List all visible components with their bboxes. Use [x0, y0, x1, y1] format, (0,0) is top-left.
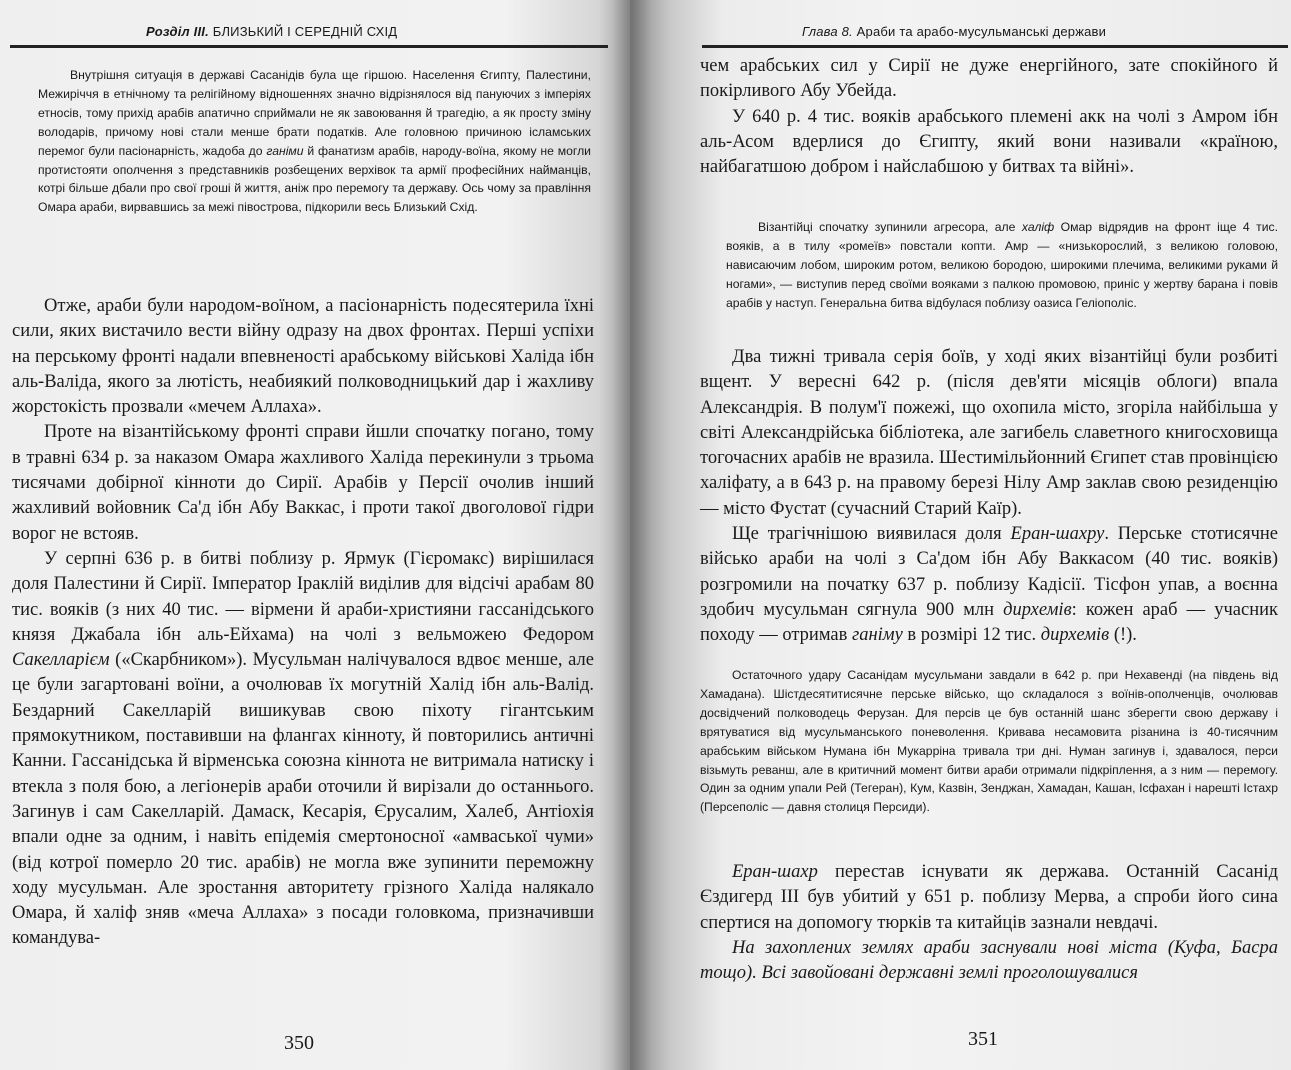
left-paragraph-2: Проте на візантійському фронті справи йшли спочатку погано, тому в травні 634 р. за наказом Омара жахливого Халіда перекинули з трьома тисячами добірної кінноти до Сирії. Арабів у Персії очолив інший жахливий войовник Са'д ібн Абу Ваккас, і проти такої двоголової гідри ворог не встояв.: [12, 422, 594, 544]
italic-term: ганіму: [851, 625, 903, 646]
header-rule: [702, 45, 1288, 48]
italic-term: Еран-шахр: [732, 862, 818, 882]
right-main-text-bottom: [700, 860, 1278, 986]
left-page: [0, 0, 630, 1070]
book-spine-shadow: [612, 0, 652, 1070]
left-main-text: [12, 294, 594, 952]
running-head-chapter: Глава 8.: [802, 24, 853, 39]
right-note-2: Остаточного удару Сасанідам мусульмани завдали в 642 р. при Нехавенді (на південь від Хамадана). Шістдесятитисячне перське військо, що складалося з воїнів-ополченців, очолював досвідчений полководець Ферузан. Для персів це був останній шанс зберегти свою державу і врятуватися від мусульманського поневолення. Кривава несамовита різанина із 40-тисячним арабським військом Нумана ібн Мукарріна тривала три дні. Нуман загинув і, здавалося, перси візьмуть реванш, але в критичний момент битви араби отримали підкріплення, а з ним — перемогу. Один за одним упали Рей (Тегеран), Кум, Казвін, Зенджан, Хамадан, Кашан, Ісфахан і нарешті Істахр (Персеполіс — давня столиця Персиди).: [700, 668, 1278, 815]
left-page-number: 350: [284, 1032, 314, 1054]
left-paragraph-1: Отже, араби були народом-воїном, а пасіонарність подесятерила їхні сили, яких вистачило вести війну одразу на двох фронтах. Перші успіхи на перському фронті надали впевненості арабському військові Халіда ібн аль-Валіда, якого за лютість, неабиякий полководницький дар і жахливу жорстокість прозвали «мечем Аллаха».: [12, 296, 594, 418]
right-paragraph-6: На захоплених землях араби заснували нові міста (Куфа, Басра тощо). Всі завойовані державні землі проголошувалися: [700, 937, 1278, 984]
running-head-title: БЛИЗЬКИЙ І СЕРЕДНІЙ СХІД: [212, 24, 398, 39]
italic-term: дирхемів: [1003, 599, 1072, 620]
right-note-2-block: [700, 666, 1278, 817]
right-main-text-middle: [700, 345, 1278, 649]
right-main-text-top: [700, 54, 1278, 180]
italic-term: Сакелларієм: [12, 650, 110, 671]
running-head-section: Розділ III.: [146, 24, 209, 39]
italic-term: ганіми: [266, 143, 304, 158]
right-note-1-block: [726, 218, 1278, 313]
left-paragraph-3: У серпні 636 р. в битві поблизу р. Ярмук (Гієромакс) вирішилася доля Палестини й Сирії. Імператор Іраклій виділив для відсічі арабам 80 тис. вояків (з них 40 тис. — вірмени й араби-християни гассанідського князя Джабала ібн аль-Ейхама) на чолі з вельможею Федором Сакелларієм («Скарбником»). Мусульман налічувалося вдвоє менше, але це були загартовані воїни, а очолював їх могутній Халід ібн аль-Валід. Бездарний Сакелларій вишикував свою піхоту гігантським прямокутником, поставивши на флангах кінноту, й повторились античні Канни. Гассанідська й вірменська союзна кіннота не витримала натиску і втекла з поля бою, а легіонерів араби оточили й вирізали до останнього. Загинув і сам Сакелларій. Дамаск, Кесарія, Єрусалим, Халеб, Антіохія впали одне за одним, і навіть епідемія смертоносної «амваської чуми» (від котрої померло 20 тис. арабів) не могла вже зупинити переможну ходу мусульман. Але зростання авторитету грізного Халіда налякало Омара, й халіф зняв «меча Аллаха» з посади головкома, призначивши командува-: [12, 548, 594, 949]
left-running-head: [146, 24, 397, 39]
italic-term: дирхемів: [1040, 625, 1110, 646]
right-paragraph-5: Еран-шахр перестав існувати як держава. Останній Сасанід Єздигерд III був убитий у 651 р. поблизу Мерва, а спроби його сина спертися на допомогу тюрків та китайців зазнали невдачі.: [700, 862, 1278, 933]
italic-term: Еран-шахру: [1010, 524, 1105, 545]
right-paragraph-1: чем арабських сил у Сирії не дуже енергійного, зате спокійного й покірливого Абу Убейда.: [700, 56, 1278, 102]
right-running-head: [802, 24, 1106, 39]
right-note-1: Візантійці спочатку зупинили агресора, але халіф Омар відрядив на фронт іще 4 тис. вояків, а в тилу «ромеїв» повстали копти. Амр — «низькорослий, з великою головою, нависаючим лобом, широким ротом, великою бородою, широкими плечима, великими руками й ногами», — виступив перед своїми вояками з палкою промовою, приніс у жертву барана і повів арабів у наступ. Генеральна битва відбулася поблизу оазиса Геліополіс.: [726, 220, 1278, 310]
right-paragraph-2: У 640 р. 4 тис. вояків арабського племені акк на чолі з Амром ібн аль-Асом вдерлися до Єгипту, який вони називали «країною, найбагатшою добром і найслабшою у битвах та війні».: [700, 106, 1278, 178]
italic-term: халіф: [1021, 220, 1055, 234]
left-note-block: [38, 66, 591, 217]
header-rule: [10, 45, 608, 48]
right-page: [630, 0, 1291, 1070]
right-paragraph-3: Два тижні тривала серія боїв, у ході яких візантійці були розбиті вщент. У вересні 642 р. (після дев'яти місяців облоги) впала Александрія. В полум'ї пожежі, що охопила місто, згоріла найбільша у світі Александрійська бібліотека, але загибель славетного книгосховища тогочасних арабів не вразила. Шестимільйонний Єгипет став провінцією халіфату, а в 643 р. на правому березі Нілу Амр заклав свою резиденцію — місто Фустат (сучасний Старий Каїр).: [700, 347, 1278, 519]
right-page-number: 351: [968, 1028, 998, 1050]
left-note-1: Внутрішня ситуація в державі Сасанідів була ще гіршою. Населення Єгипту, Палестини, Межиріччя в етнічному та релігійному відношеннях значно відрізнялося від пануючих з імперіях етносів, тому прихід арабів апатично сприймали не як завоювання й трагедію, а як просту зміну володарів, причому нові стали менше брати податків. Але головною причиною ісламських перемог були пасіонарність, жадоба до ганіми й фанатизм арабів, народу-воїна, якому не могли протистояти ополчення з представників розбещених верхівок та армії професійних найманців, котрі більше дбали про свої гроші й життя, аніж про перемогу та державу. Ось чому за правління Омара араби, вирвавшись за межі півострова, підкорили весь Близький Схід.: [38, 68, 591, 215]
right-paragraph-4: Ще трагічнішою виявилася доля Еран-шахру. Перське стотисячне військо араби на чолі з Са'дом ібн Абу Ваккасом (40 тис. вояків) розгромили на початку 637 р. поблизу Кадісії. Тісфон упав, а воєнна здобич мусульман сягнула 900 млн дирхемів: кожен араб — учасник походу — отримав ганіму в розмірі 12 тис. дирхемів (!).: [700, 524, 1279, 646]
running-head-title: Араби та арабо-мусульманські держави: [856, 24, 1107, 39]
